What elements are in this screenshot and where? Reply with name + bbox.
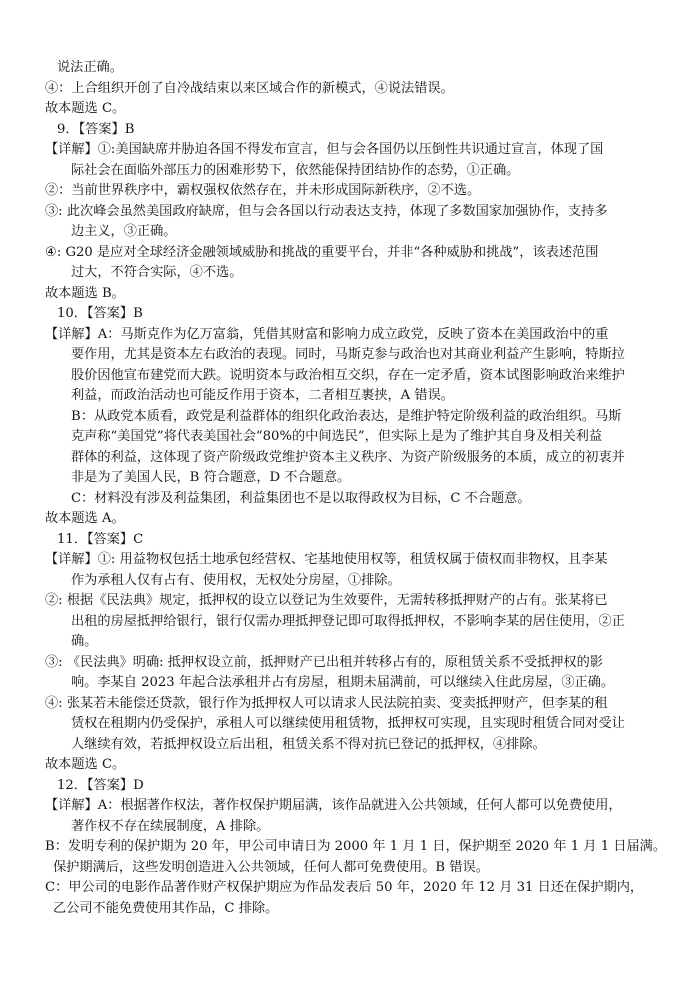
text-line: 确。 [71, 634, 98, 649]
text-line: ②: 根据《民法典》规定，抵押权的设立以登记为生效要件，无需转移抵押财产的占有。张某将已 [45, 593, 608, 608]
text-line: 股价因他宣布建党而大跌。说明资本与政治相互交织，存在一定矛盾，资本试图影响政治来维护 [71, 367, 625, 383]
text-line: 故本题选 C。 [45, 757, 126, 772]
text-line: B：发明专利的保护期为 20 年，甲公司申请日为 2000 年 1 月 1 日，保护期至 2020 年 1 月 1 日届满。 [45, 839, 667, 854]
text-line: C：甲公司的电影作品著作财产权保护期应为作品发表后 50 年，2020 年 12 月 31 日还在保护期内， [45, 880, 644, 895]
text-line: ④：上合组织开创了自冷战结束以来区域合作的新模式，④说法错误。 [45, 80, 454, 96]
text-line: 保护期满后，这些发明创造进入公共领域，任何人都可免费使用。B 错误。 [53, 859, 489, 875]
text-line: 【详解】A：根据著作权法，著作权保护期届满，该作品就进入公共领域，任何人都可以免费使用， [45, 798, 622, 813]
text-line: ④: G20 是应对全球经济金融领域威胁和挑战的重要平台，并非“各种威胁和挑战”，该表述范围 [45, 244, 599, 260]
text-line: 出租的房屋抵押给银行，银行仅需办理抵押登记即可取得抵押权，不影响李某的居住使用，②正 [71, 613, 625, 629]
text-line: ③: 《民法典》明确: 抵押权设立前，抵押财产已出租并转移占有的，原租赁关系不受抵押权的影 [45, 654, 603, 670]
text-line: 【详解】①: 用益物权包括土地承包经营权、宅基地使用权等，租赁权属于债权而非物权，且李某 [45, 552, 608, 567]
text-line: ③: 此次峰会虽然美国政府缺席，但与会各国以行动表达支持，体现了多数国家加强协作，支持多 [45, 203, 608, 219]
text-line: 【详解】①:美国缺席并胁迫各国不得发布宣言，但与会各国仍以压倒性共识通过宣言，体现了国 [45, 142, 604, 157]
text-line: 边主义，③正确。 [71, 224, 177, 239]
text-line: 响。李某自 2023 年起合法承租并占有房屋，租期未届满前，可以继续入住此房屋，③正确。 [71, 675, 615, 690]
text-line: 际社会在面临外部压力的困难形势下，依然能保持团结协作的态势，①正确。 [71, 162, 520, 178]
text-line: ②：当前世界秩序中，霸权强权依然存在，并未形成国际新秩序，②不选。 [45, 183, 481, 198]
text-line: 著作权不存在续展制度，A 排除。 [71, 818, 270, 834]
text-line: 乙公司不能免费使用其作品，C 排除。 [53, 900, 279, 916]
text-line: 群体的利益，这体现了资产阶级政党维护资本主义秩序、为资产阶级服务的本质，成立的初衷并 [71, 449, 625, 465]
text-line: 9．【答案】B [57, 121, 135, 137]
text-line: 【详解】A：马斯克作为亿万富翁，凭借其财富和影响力成立政党，反映了资本在美国政治中的重 [45, 326, 609, 342]
text-line: ④: 张某若未能偿还贷款，银行作为抵押权人可以请求人民法院拍卖、变卖抵押财产，但李某的租 [45, 695, 608, 711]
text-line: C：材料没有涉及利益集团，利益集团也不是以取得政权为目标，C 不合题意。 [71, 490, 531, 506]
text-line: 作为承租人仅有占有、使用权，无权处分房屋，①排除。 [71, 572, 401, 588]
text-line: 克声称“美国党”将代表美国社会“80%的中间选民”，但实际上是为了维护其自身及相关利益 [71, 429, 603, 444]
text-line: 过大，不符合实际，④不选。 [71, 265, 243, 280]
text-line: 利益，而政治活动也可能反作用于资本，二者相互裹挟，A 错误。 [71, 388, 454, 403]
text-line: 12．【答案】D [57, 777, 144, 793]
text-line: 10．【答案】B [57, 306, 143, 321]
text-line: 11．【答案】C [57, 531, 144, 547]
text-line: 说法正确。 [57, 60, 123, 75]
text-line: 赁权在租期内仍受保护，承租人可以继续使用租赁物，抵押权可实现，且实现时租赁合同对受让 [71, 716, 625, 731]
text-line: 人继续有效，若抵押权设立后出租，租赁关系不得对抗已登记的抵押权，④排除。 [71, 736, 546, 752]
text-line: 故本题选 B。 [45, 285, 125, 301]
answer-explanations [45, 58, 667, 919]
text-line: B：从政党本质看，政党是利益群体的组织化政治表达，是维护特定阶级利益的政治组织。马斯 [71, 408, 622, 424]
text-line: 故本题选 C。 [45, 101, 126, 116]
text-line: 非是为了美国人民，B 符合题意，D 不合题意。 [71, 470, 351, 485]
text-line: 故本题选 A。 [45, 511, 125, 526]
text-line: 要作用，尤其是资本左右政治的表现。同时，马斯克参与政治也对其商业利益产生影响，特斯拉 [71, 347, 625, 362]
